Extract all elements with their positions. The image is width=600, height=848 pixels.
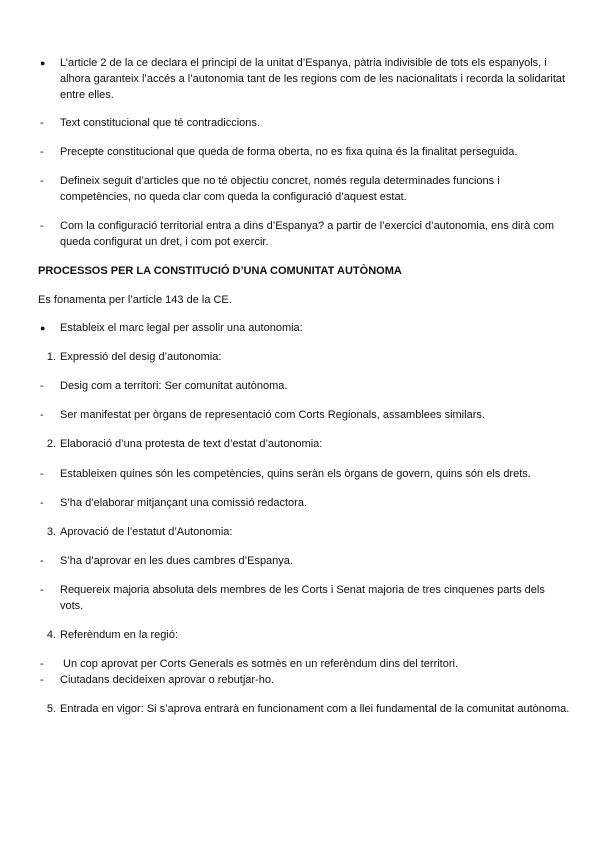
bullet-item (40, 320, 570, 336)
numbered-item (46, 436, 570, 452)
bullet-marker: ● (40, 58, 46, 68)
dash-marker: - (40, 584, 44, 596)
dash-item (40, 173, 570, 205)
dash-marker: - (40, 175, 44, 187)
dash-marker: - (40, 497, 44, 509)
bullet-marker: ● (40, 323, 46, 333)
number-marker: 3. (46, 526, 56, 538)
bullet-item (40, 55, 570, 103)
dash-marker: - (40, 409, 44, 421)
dash-item (40, 495, 570, 511)
dash-marker: - (40, 220, 44, 232)
dash-item (40, 672, 570, 688)
dash-marker: - (40, 117, 44, 129)
number-marker: 2. (46, 438, 56, 450)
numbered-item (46, 627, 570, 643)
numbered-text: Entrada en vigor: Si s’aprova entrarà en funcionament com a llei fundamental de la comunitat autònoma. (60, 703, 570, 715)
dash-text: Defineix seguit d’articles que no té objectiu concret, només regula determinades funcions i competències, no queda clar com queda la configuració d’aquest estat. (60, 175, 500, 203)
dash-text: Requereix majoria absoluta dels membres de les Corts i Senat majoria de tres cinquenes parts dels vots. (60, 584, 545, 612)
numbered-text: Expressió del desig d’autonomia: (60, 351, 222, 363)
dash-text: Estableixen quines són les competències, quins seràn els òrgans de govern, quins són els drets. (60, 468, 531, 480)
dash-marker: - (40, 555, 44, 567)
dash-text: Text constitucional que té contradiccions. (60, 117, 260, 129)
dash-text: Com la configuració territorial entra a dins d’Espanya? a partir de l’exercici d’autonomia, ens dirà com queda configurat un dret, i com pot exercir. (60, 220, 555, 248)
dash-text: Precepte constitucional que queda de forma oberta, no es fixa quina és la finalitat perseguida. (60, 146, 518, 158)
dash-item (40, 656, 570, 672)
dash-text: Desig com a territori: Ser comunitat autònoma. (60, 380, 288, 392)
paragraph: Es fonamenta per l’article 143 de la CE. (38, 294, 232, 306)
dash-marker: - (40, 380, 44, 392)
numbered-item (46, 524, 570, 540)
numbered-text: Referèndum en la regió: (60, 629, 179, 641)
dash-marker: - (40, 146, 44, 158)
dash-text: Ser manifestat per òrgans de representació com Corts Regionals, assamblees similars. (60, 409, 485, 421)
dash-item (40, 144, 570, 160)
dash-text: S’ha d’elaborar mitjançant una comissió redactora. (60, 497, 308, 509)
bullet-text: Estableix el marc legal per assolir una autonomia: (60, 322, 303, 334)
section-heading: PROCESSOS PER LA CONSTITUCIÓ D’UNA COMUNITAT AUTÒNOMA (38, 265, 402, 277)
dash-marker: - (40, 468, 44, 480)
dash-text: Ciutadans decideixen aprovar o rebutjar-ho. (60, 674, 275, 686)
dash-item (40, 407, 570, 423)
numbered-item (46, 349, 570, 365)
dash-text: Un cop aprovat per Corts Generals es sotmès en un referèndum dins del territori. (60, 658, 459, 670)
number-marker: 4. (46, 629, 56, 641)
dash-item (40, 378, 570, 394)
numbered-text: Aprovació de l’estatut d’Autonomia: (60, 526, 233, 538)
numbered-text: Elaboració d’una protesta de text d’estat d’autonomia: (60, 438, 323, 450)
dash-text: S’ha d’aprovar en les dues cambres d’Espanya. (60, 555, 293, 567)
dash-item (40, 582, 570, 614)
dash-item (40, 466, 570, 482)
number-marker: 1. (46, 351, 56, 363)
dash-item (40, 553, 570, 569)
dash-item (40, 218, 570, 250)
bullet-text: L’article 2 de la ce declara el principi de la unitat d’Espanya, pàtria indivisible de tots els espanyols, i alhora garanteix l’accés a l’autonomia tant de les regions com de les nacionalitats i recorda la solidaritat entre elles. (60, 57, 566, 101)
dash-marker: - (40, 658, 44, 670)
dash-item (40, 115, 570, 131)
number-marker: 5. (46, 703, 56, 715)
numbered-item (46, 701, 570, 717)
dash-marker: - (40, 674, 44, 686)
